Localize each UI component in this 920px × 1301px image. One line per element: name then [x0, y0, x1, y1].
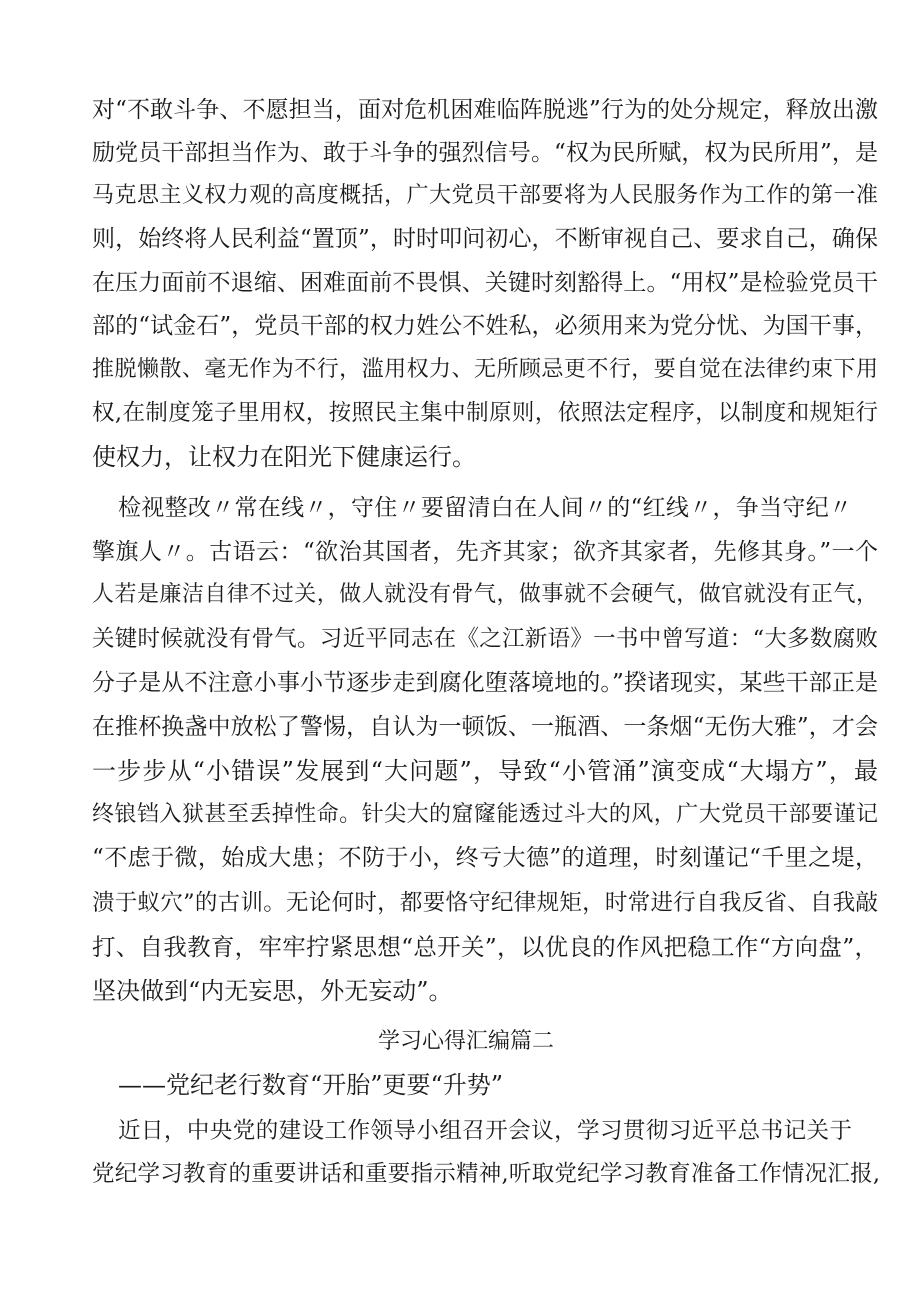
text-line: 权,在制度笼子里用权，按照民主集中制原则，依照法定程序，以制度和规矩行: [92, 400, 878, 426]
text-line: 党纪学习教育的重要讲话和重要指示精神,听取党纪学习教育准备工作情况汇报,: [92, 1161, 880, 1187]
text-line: 励党员干部担当作为、敢于斗争的强烈信号。“权为民所赋，权为民所用”，是: [92, 140, 878, 166]
text-line: 分子是从不注意小事小节逐步走到腐化堕落境地的。”揆诸现实，某些干部正是: [92, 670, 878, 696]
section-title: 学习心得汇编篇二: [378, 1029, 555, 1054]
text-line: 检视整改〃常在线〃，守住〃要留清白在人间〃的“红线〃，争当守纪〃: [118, 495, 852, 521]
text-line: 在压力面前不退缩、困难面前不畏惧、关键时刻豁得上。“用权”是检验党员干: [92, 270, 878, 296]
text-line: 关键时候就没有骨气。习近平同志在《之江新语》一书中曾写道：“大多数腐败: [92, 626, 878, 652]
text-line: 使权力，让权力在阳光下健康运行。: [92, 443, 476, 471]
text-line: 在推杯换盏中放松了警惕，自认为一顿饭、一瓶酒、一条烟“无伤大雅”，才会: [92, 714, 878, 740]
text-line: 马克思主义权力观的高度概括，广大党员干部要将为人民服务作为工作的第一准: [92, 183, 878, 208]
text-line: 则，始终将人民利益“置顶”，时时叩问初心，不断审视自己、要求自己，确保: [92, 226, 878, 252]
text-line: 近日，中央党的建设工作领导小组召开会议，学习贯彻习近平总书记关于: [118, 1118, 852, 1144]
text-line: 擎旗人〃。古语云：“欲治其国者，先齐其家；欲齐其家者，先修其身。”一个: [92, 539, 878, 565]
text-line: 终锒铛入狱甚至丢掉性命。针尖大的窟窿能透过斗大的风，广大党员干部要谨记: [92, 802, 878, 827]
text-line: 溃于蚁穴”的古训。无论何时，都要恪守纪律规矩，时常进行自我反省、自我敲: [92, 890, 878, 916]
text-line: 部的“试金石”，党员干部的权力姓公不姓私，必须用来为党分忧、为国干事，: [92, 313, 878, 339]
text-line: “不虑于微，始成大患；不防于小，终亏大德”的道理，时刻谨记“千里之堤，: [92, 845, 878, 871]
text-line: 打、自我教育，牢牢拧紧思想“总开关”，以优良的作风把稳工作“方向盘”，: [92, 933, 878, 961]
text-line: 一步步从“小错误”发展到“大问题”，导致“小管涌”演变成“大塌方”，最: [92, 757, 878, 785]
section-subtitle: ——党纪老行数育“开胎”更要“升势”: [118, 1071, 504, 1099]
text-line: 推脱懒散、毫无作为不行，滥用权力、无所顾忌更不行，要自觉在法律约束下用: [92, 357, 878, 382]
text-line: 对“不敢斗争、不愿担当，面对危机困难临阵脱逃”行为的处分规定，释放出激: [92, 97, 878, 123]
text-line: 人若是廉洁自律不过关，做人就没有骨气，做事就不会硬气，做官就没有正气，: [92, 582, 878, 607]
text-line: 坚决做到“内无妄思，外无妄动”。: [92, 977, 453, 1005]
